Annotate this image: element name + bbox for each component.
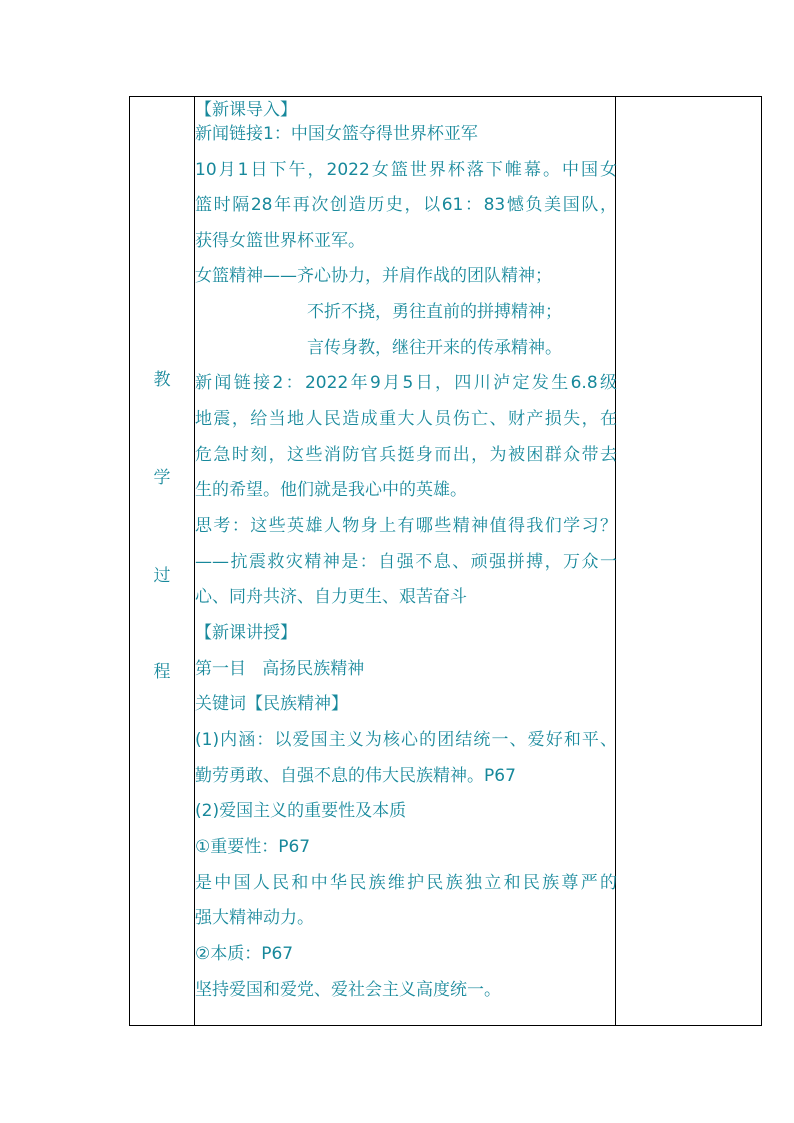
paragraph-line: 是中国人民和中华民族维护民族独立和民族尊严的 [195, 873, 617, 893]
paragraph-line: 思考：这些英雄人物身上有哪些精神值得我们学习？ [195, 516, 617, 536]
paragraph-line: 勤劳勇敢、自强不息的伟大民族精神。P67 [195, 766, 516, 786]
section-label-char: 过 [153, 566, 171, 586]
section-heading: 【新课讲授】 [195, 623, 297, 643]
paragraph-line: 10月1日下午，2022女篮世界杯落下帷幕。中国女 [195, 160, 617, 180]
paragraph-line: 第一目 高扬民族精神 [195, 659, 365, 679]
paragraph-line: 地震，给当地人民造成重大人员伤亡、财产损失，在 [195, 409, 617, 429]
section-label-column [130, 97, 194, 1025]
paragraph-line: 言传身教，继往开来的传承精神。 [307, 338, 562, 358]
section-label-char: 教 [153, 370, 171, 390]
paragraph-line: 关键词【民族精神】 [195, 694, 348, 714]
paragraph-line: 坚持爱国和爱党、爱社会主义高度统一。 [195, 980, 501, 1000]
paragraph-line: 强大精神动力。 [195, 908, 314, 928]
section-label-char: 程 [153, 662, 171, 682]
paragraph-line: ①重要性：P67 [195, 837, 311, 857]
paragraph-line: ②本质：P67 [195, 944, 294, 964]
paragraph-line: 生的希望。他们就是我心中的英雄。 [195, 480, 467, 500]
paragraph-line: 心、同舟共济、自力更生、艰苦奋斗 [195, 587, 467, 607]
section-heading: 【新课导入】 [195, 100, 297, 120]
paragraph-line: 获得女篮世界杯亚军。 [195, 231, 365, 251]
paragraph-line: (1)内涵：以爱国主义为核心的团结统一、爱好和平、 [195, 730, 617, 750]
section-label-char: 学 [153, 468, 171, 488]
paragraph-line: 危急时刻，这些消防官兵挺身而出，为被困群众带去 [195, 445, 617, 465]
paragraph-line: (2)爱国主义的重要性及本质 [195, 801, 407, 821]
paragraph-line: ——抗震救灾精神是：自强不息、顽强拼搏，万众一 [195, 552, 617, 572]
paragraph-line: 不折不挠，勇往直前的拼搏精神； [307, 302, 562, 322]
news-link-title: 新闻链接1：中国女篮夺得世界杯亚军 [195, 124, 478, 144]
paragraph-line: 女篮精神——齐心协力，并肩作战的团队精神； [195, 266, 552, 286]
paragraph-line: 篮时隔28年再次创造历史，以61：83憾负美国队， [195, 195, 617, 215]
paragraph-line: 新闻链接2：2022年9月5日，四川泸定发生6.8级 [195, 373, 617, 393]
